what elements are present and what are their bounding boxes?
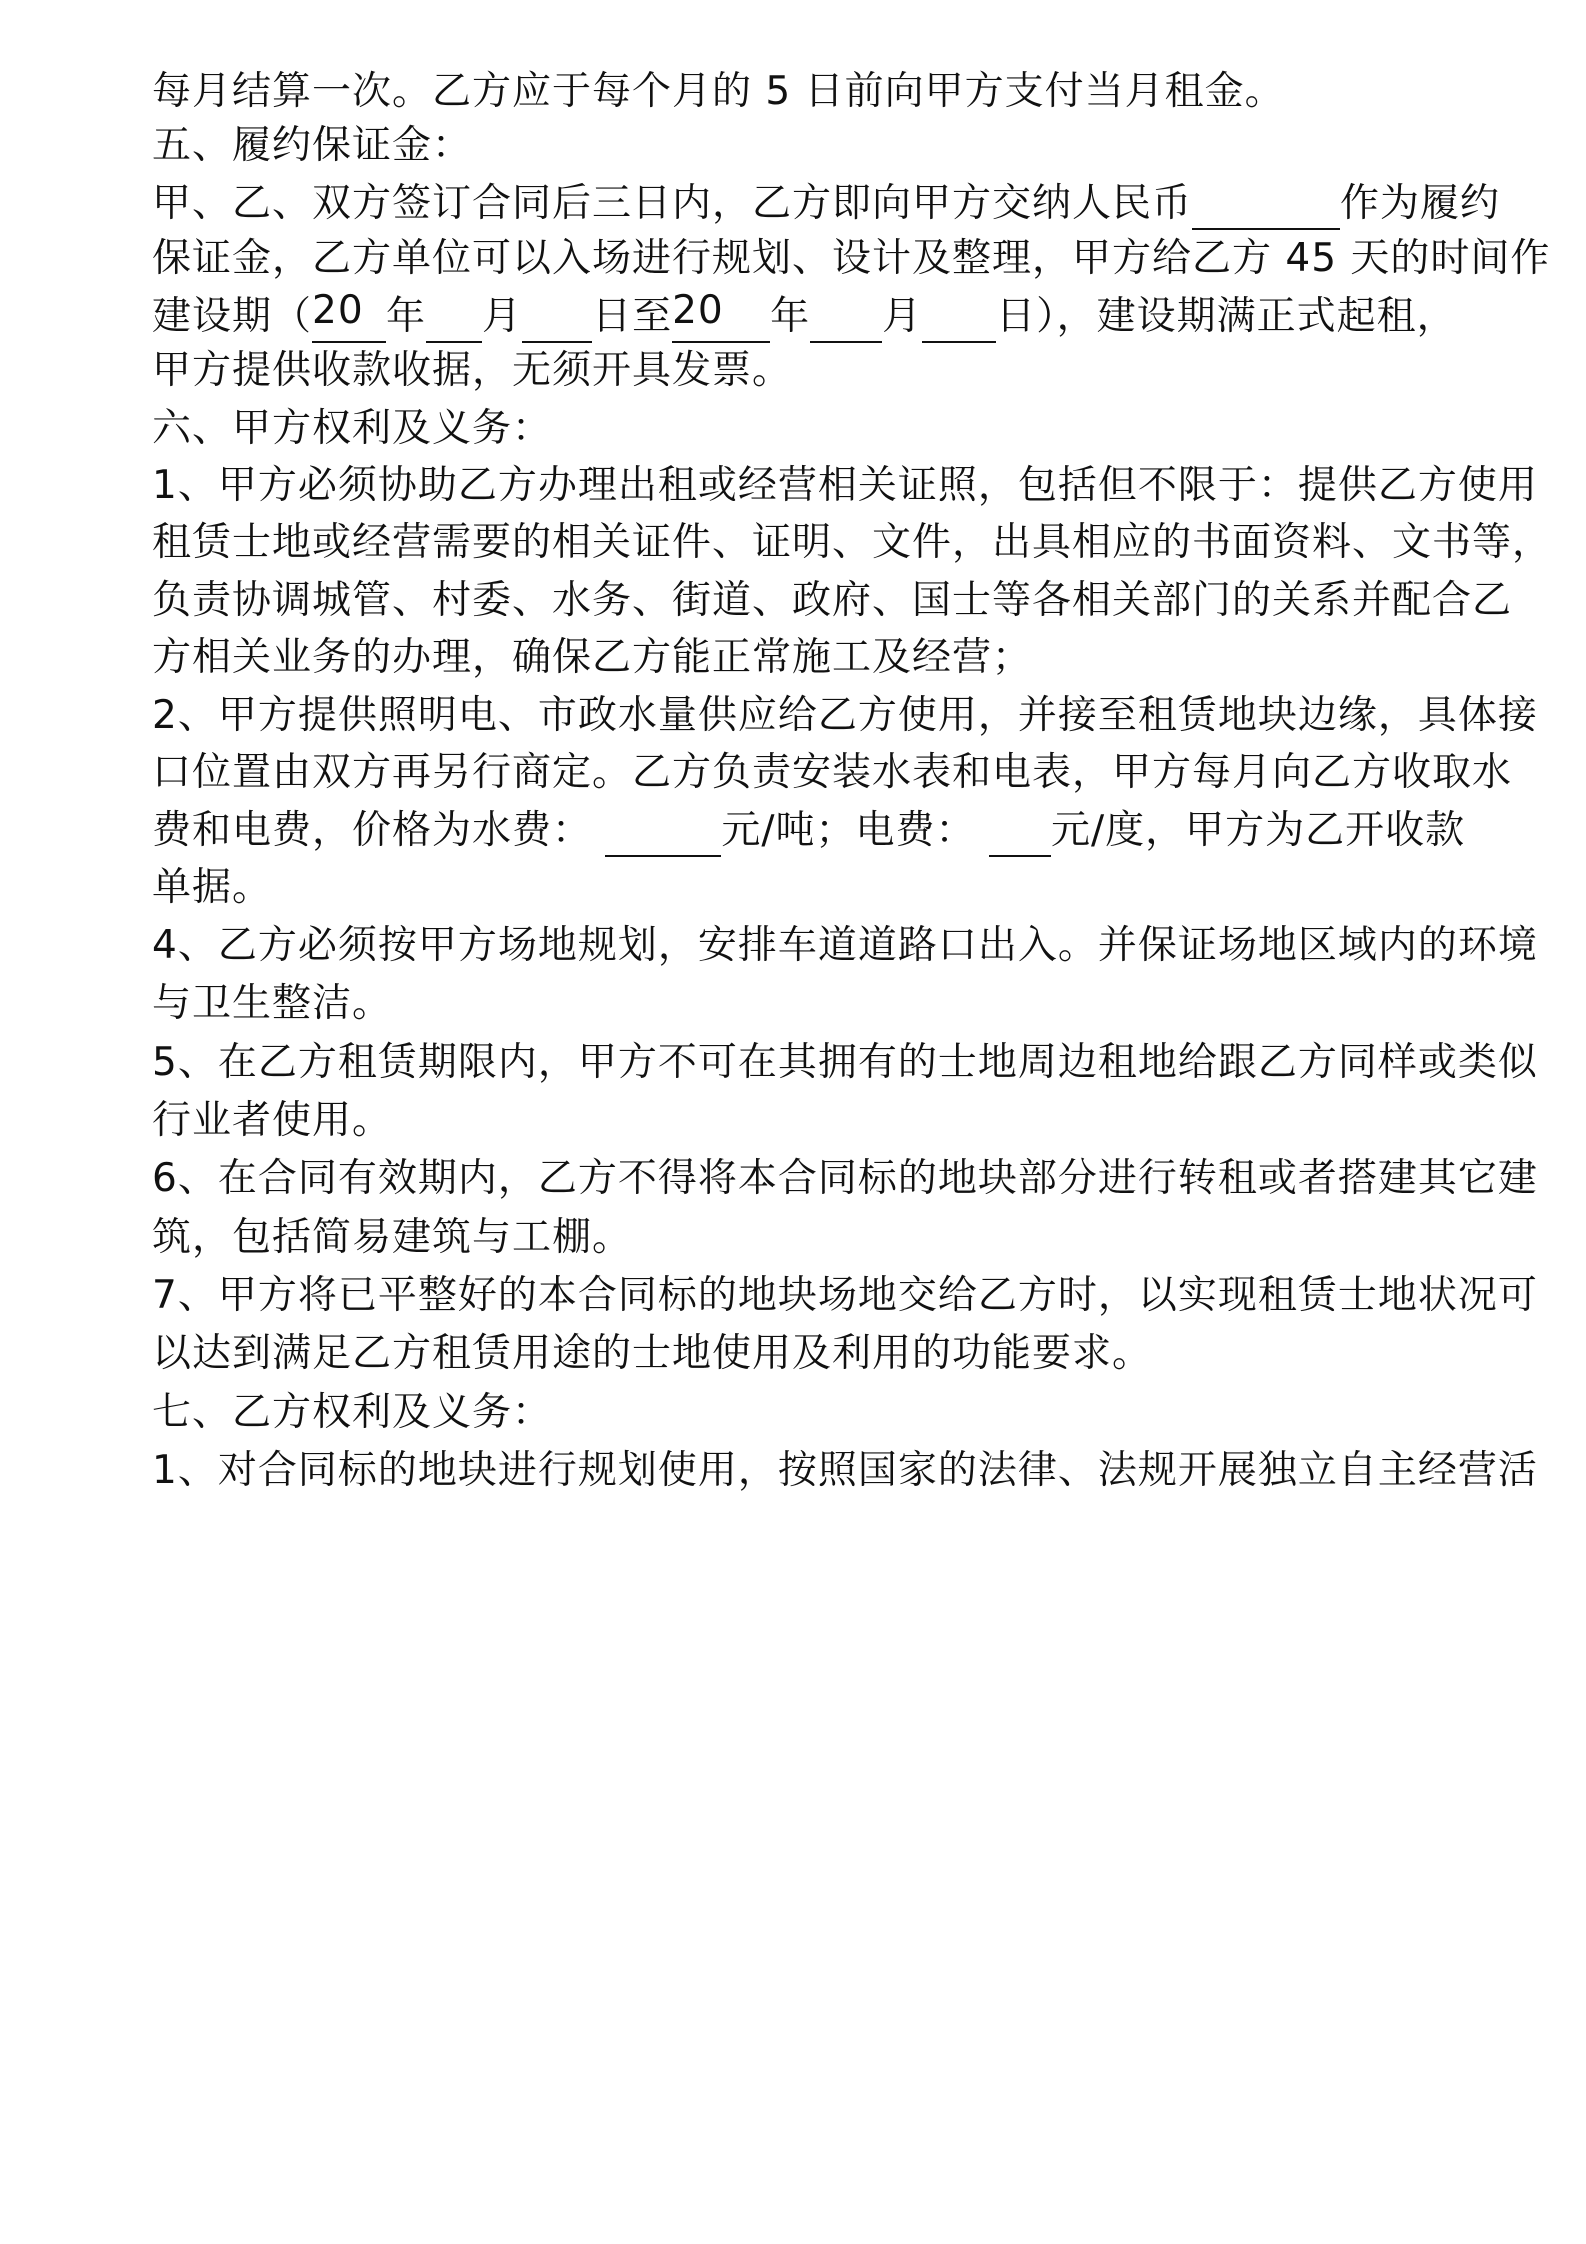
deposit-text-tail: 作为履约 [1340,181,1501,226]
paragraph-line: 甲方提供收款收据，无须开具发票。 [152,348,793,393]
construction-period-line [152,288,1457,343]
start-year-prefix: 20 [312,288,364,333]
deposit-text: 甲、乙、双方签订合同后三日内，乙方即向甲方交纳人民币 [152,181,1193,226]
end-year-blank [672,288,770,343]
month-label: 月 [882,294,923,339]
water-fee-blank [605,811,721,857]
paragraph-line: 6、在合同有效期内，乙方不得将本合同标的地块部分进行转租或者搭建其它建 [152,1156,1538,1201]
paragraph-line: 5、在乙方租赁期限内，甲方不可在其拥有的士地周边租地给跟乙方同样或类似 [152,1040,1538,1085]
paragraph-line: 保证金，乙方单位可以入场进行规划、设计及整理，甲方给乙方 45 天的时间作 [152,236,1551,281]
fees-line [152,805,1465,857]
construction-period-label: 建设期 [152,294,273,339]
end-day-blank [922,297,996,343]
water-fee-unit: 元/吨；电费： [721,808,976,853]
day-label: 日 [996,294,1037,339]
paragraph-line: 2、甲方提供照明电、市政水量供应给乙方使用，并接至租赁地块边缘，具体接 [152,693,1538,738]
start-day-blank [522,297,592,343]
paragraph-line: 方相关业务的办理，确保乙方能正常施工及经营； [152,635,1033,680]
construction-period-tail: ），建设期满正式起租， [1036,294,1457,339]
electricity-fee-blank [989,811,1051,857]
fees-text: 费和电费，价格为水费： [152,808,593,853]
paragraph-line: 4、乙方必须按甲方场地规划，安排车道道路口出入。并保证场地区域内的环境 [152,923,1538,968]
paragraph-line: 口位置由双方再另行商定。乙方负责安装水表和电表，甲方每月向乙方收取水 [152,750,1513,795]
paragraph-line: 租赁士地或经营需要的相关证件、证明、文件，出具相应的书面资料、文书等， [152,520,1553,565]
end-year-prefix: 20 [672,288,724,333]
paragraph-line: 1、对合同标的地块进行规划使用，按照国家的法律、法规开展独立自主经营活 [152,1448,1538,1493]
paragraph-line: 1、甲方必须协助乙方办理出租或经营相关证照，包括但不限于：提供乙方使用 [152,463,1538,508]
paragraph-line: 行业者使用。 [152,1098,393,1143]
start-month-blank [426,297,482,343]
deposit-amount-blank [1192,184,1340,230]
day-to-label: 日至 [592,294,673,339]
year-label: 年 [770,294,811,339]
paragraph-line: 单据。 [152,865,273,910]
start-year-blank [312,288,386,343]
paragraph-line: 负责协调城管、村委、水务、街道、政府、国士等各相关部门的关系并配合乙 [152,578,1513,623]
open-paren: （ [272,294,313,339]
paragraph-line: 筑，包括简易建筑与工棚。 [152,1215,633,1260]
electricity-fee-unit: 元/度，甲方为乙开收款 [1050,808,1466,853]
year-label: 年 [386,294,427,339]
section-heading-lessor-rights: 六、甲方权利及义务： [152,406,553,451]
paragraph-line: 与卫生整洁。 [152,981,393,1026]
paragraph-line: 以达到满足乙方租赁用途的士地使用及利用的功能要求。 [152,1331,1153,1376]
section-heading-lessee-rights: 七、乙方权利及义务： [152,1390,553,1435]
paragraph-line: 每月结算一次。乙方应于每个月的 5 日前向甲方支付当月租金。 [152,69,1285,114]
month-label: 月 [482,294,523,339]
section-heading-deposit: 五、履约保证金： [152,123,473,168]
end-month-blank [810,297,882,343]
paragraph-line: 7、甲方将已平整好的本合同标的地块场地交给乙方时，以实现租赁士地状况可 [152,1273,1538,1318]
paragraph-line [152,178,1500,230]
